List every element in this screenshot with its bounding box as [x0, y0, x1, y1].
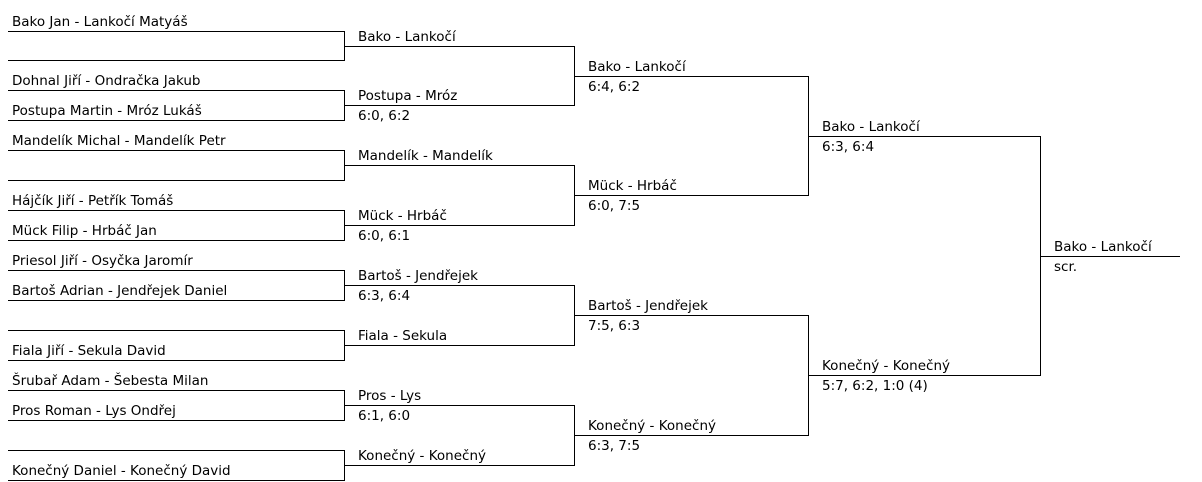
entry-line	[8, 300, 344, 301]
player-pair: Postupa Martin - Mróz Lukáš	[12, 103, 202, 119]
entry-line	[8, 450, 344, 451]
team-name: Bartoš - Jendřejek	[588, 298, 708, 314]
team-name: Fiala - Sekula	[358, 328, 448, 344]
team-name: Bako - Lankočí	[358, 29, 456, 45]
entry-line	[1040, 256, 1180, 257]
entry-line	[8, 60, 344, 61]
match-score: 6:0, 7:5	[588, 198, 641, 214]
player-pair: Fiala Jiří - Sekula David	[12, 343, 166, 359]
entry-line	[344, 225, 574, 226]
entry-line	[574, 315, 808, 316]
player-pair: Konečný Daniel - Konečný David	[12, 463, 231, 479]
entry-line	[8, 420, 344, 421]
entry-line	[8, 31, 344, 32]
player-pair: Pros Roman - Lys Ondřej	[12, 403, 176, 419]
entry-line	[344, 46, 574, 47]
team-name: Mück - Hrbáč	[588, 178, 677, 194]
team-name: Mück - Hrbáč	[358, 208, 447, 224]
player-pair: Hájčík Jiří - Petřík Tomáš	[12, 193, 174, 209]
entry-line	[8, 480, 344, 481]
team-name: Konečný - Konečný	[588, 418, 716, 434]
match-score: 6:1, 6:0	[358, 408, 411, 424]
entry-line	[344, 165, 574, 166]
player-pair: Mück Filip - Hrbáč Jan	[12, 223, 157, 239]
team-name: Postupa - Mróz	[358, 88, 458, 104]
team-name: Bako - Lankočí	[822, 119, 920, 135]
player-pair: Bartoš Adrian - Jendřejek Daniel	[12, 283, 228, 299]
match-score: 6:0, 6:2	[358, 108, 411, 124]
entry-line	[574, 435, 808, 436]
entry-line	[808, 136, 1040, 137]
entry-line	[8, 90, 344, 91]
team-name: Konečný - Konečný	[822, 358, 950, 374]
player-pair: Bako Jan - Lankočí Matyáš	[12, 14, 188, 30]
player-pair: Priesol Jiří - Osyčka Jaromír	[12, 253, 193, 269]
entry-line	[344, 105, 574, 106]
match-score: 7:5, 6:3	[588, 318, 641, 334]
match-score: 6:3, 6:4	[822, 139, 875, 155]
entry-line	[344, 465, 574, 466]
entry-line	[8, 270, 344, 271]
match-score: 6:0, 6:1	[358, 228, 411, 244]
entry-line	[8, 390, 344, 391]
team-name: Bartoš - Jendřejek	[358, 268, 478, 284]
entry-line	[574, 76, 808, 77]
match-score: 6:4, 6:2	[588, 79, 641, 95]
entry-line	[8, 150, 344, 151]
match-score: scr.	[1054, 259, 1078, 275]
team-name: Pros - Lys	[358, 388, 422, 404]
entry-line	[344, 345, 574, 346]
entry-line	[574, 195, 808, 196]
team-name: Konečný - Konečný	[358, 448, 486, 464]
entry-line	[344, 285, 574, 286]
entry-line	[8, 210, 344, 211]
entry-line	[344, 405, 574, 406]
entry-line	[8, 120, 344, 121]
match-score: 5:7, 6:2, 1:0 (4)	[822, 378, 928, 394]
player-pair: Šrubař Adam - Šebesta Milan	[12, 373, 209, 389]
entry-line	[8, 180, 344, 181]
entry-line	[8, 240, 344, 241]
match-score: 6:3, 6:4	[358, 288, 411, 304]
entry-line	[808, 375, 1040, 376]
team-name: Bako - Lankočí	[588, 59, 686, 75]
match-score: 6:3, 7:5	[588, 438, 641, 454]
player-pair: Dohnal Jiří - Ondračka Jakub	[12, 73, 201, 89]
team-name: Mandelík - Mandelík	[358, 148, 493, 164]
team-name: Bako - Lankočí	[1054, 239, 1152, 255]
player-pair: Mandelík Michal - Mandelík Petr	[12, 133, 226, 149]
entry-line	[8, 360, 344, 361]
entry-line	[8, 330, 344, 331]
